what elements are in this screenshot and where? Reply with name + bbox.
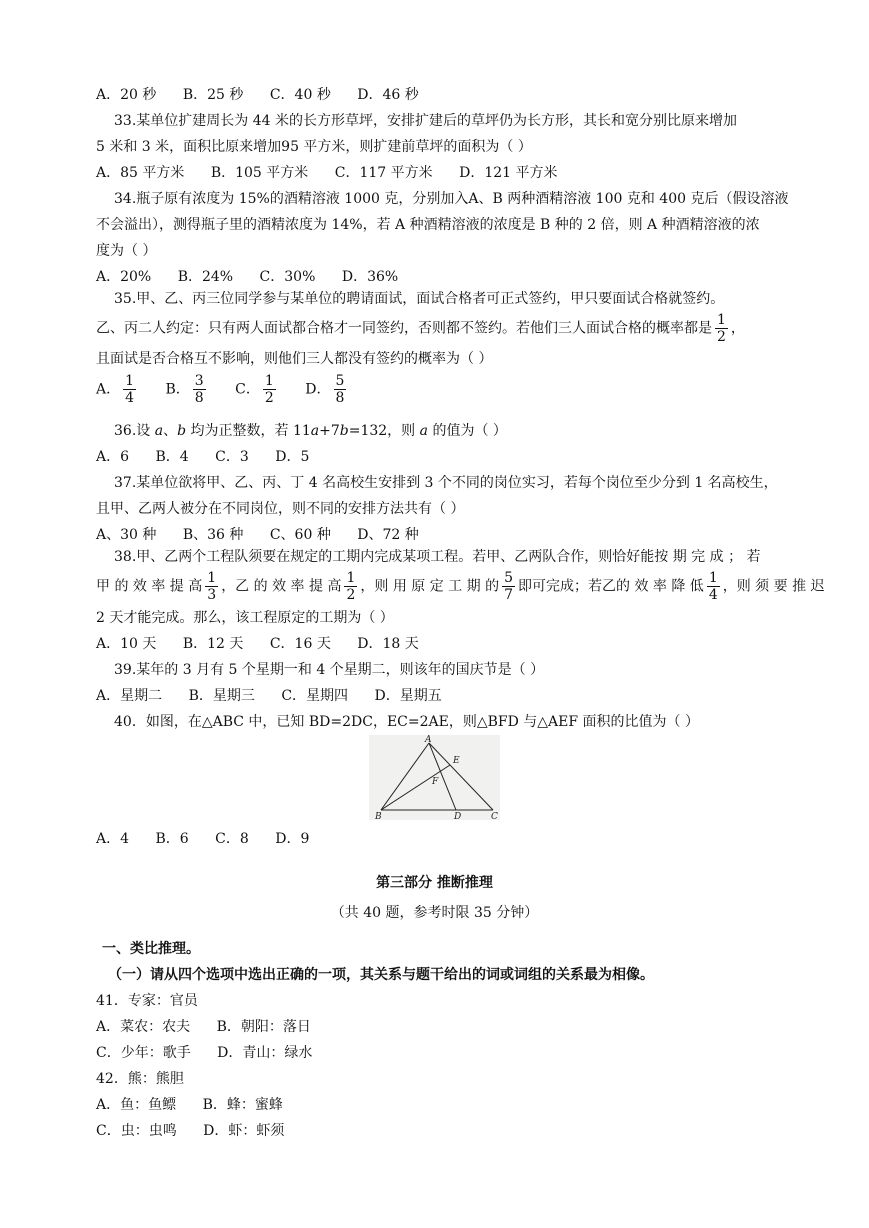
- q35-stem-line2: [96, 312, 745, 345]
- q36-text-4: +7: [319, 423, 340, 439]
- option-label: D．: [305, 381, 331, 398]
- triangle-figure: [369, 735, 500, 820]
- q33-stem-line1: 33.某单位扩建周长为 44 米的长方形草坪，安排扩建后的草坪仍为长方形，其长和宽分别比原来增加: [114, 113, 737, 129]
- fraction-denominator: 2: [346, 587, 356, 603]
- q34-stem-line2: 不会溢出），测得瓶子里的酒精浓度为 14%，若 A 种酒精溶液的浓度是 B 种的 2 倍，则 A 种酒精溶液的浓: [96, 217, 760, 233]
- q35-stem-line2-end: ，: [730, 320, 745, 337]
- q35-option-d: [305, 373, 349, 406]
- q38-option-c: C．16 天: [269, 636, 331, 652]
- q34-option-c: C．30%: [259, 269, 316, 285]
- q37-option-a: A、30 种: [96, 527, 157, 543]
- q39-option-d: D．星期五: [374, 688, 442, 704]
- q32-option-a: A．20 秒: [96, 87, 157, 103]
- q36-option-d: D．5: [275, 449, 310, 465]
- q35-option-b: [166, 373, 209, 406]
- q39-option-b: B．星期三: [188, 688, 255, 704]
- fraction-denominator: 3: [207, 587, 217, 603]
- q41-options-row2: [96, 1044, 312, 1062]
- label-a: A: [425, 735, 432, 745]
- q36-text-3: 均为正整数，若 11: [186, 423, 311, 439]
- q38-stem-line2: [96, 570, 825, 603]
- q38-text-4: 即可完成；若乙的 效 率 降 低: [518, 578, 704, 595]
- q35-fraction: [715, 312, 728, 345]
- q36-var-a2: a: [310, 423, 320, 439]
- fraction-denominator: 2: [264, 390, 274, 406]
- q38-options: [96, 635, 419, 653]
- q35-stem-line2-text: 乙、丙二人约定：只有两人面试都合格才一同签约，否则都不签约。若他们三人面试合格的概率都是: [96, 320, 712, 337]
- fraction-numerator: 3: [194, 373, 204, 389]
- q42-option-b: B．蜂：蜜蜂: [202, 1097, 283, 1113]
- q41-option-a: A．菜农：农夫: [96, 1019, 191, 1035]
- q42-options-row2: [96, 1122, 284, 1140]
- q34-option-a: A．20%: [96, 269, 152, 285]
- q36-option-a: A．6: [96, 449, 130, 465]
- option-label: A．: [96, 381, 121, 398]
- fraction-denominator: 2: [717, 329, 726, 345]
- q39-option-c: C．星期四: [281, 688, 349, 704]
- q33-option-b: B．105 平方米: [210, 165, 309, 181]
- q39-stem-line1: 39.某年的 3 月有 5 个星期一和 4 个星期二，则该年的国庆节是（ ）: [114, 662, 545, 678]
- q37-stem-line1: 37.某单位欲将甲、乙、丙、丁 4 名高校生安排到 3 个不同的岗位实习，若每个岗位至少分到 1 名高校生，: [114, 475, 778, 491]
- q33-options: [96, 164, 558, 182]
- q33-option-a: A．85 平方米: [96, 165, 185, 181]
- q35-option-c: [235, 373, 279, 406]
- q40-options: [96, 830, 309, 848]
- q38-text-1: 甲 的 效 率 提 高: [96, 578, 203, 595]
- q34-stem-line3: 度为（ ）: [96, 243, 157, 259]
- fraction-numerator: 1: [264, 373, 274, 389]
- label-c: C: [491, 812, 498, 820]
- fraction-numerator: 5: [335, 373, 345, 389]
- q36-var-b2: b: [339, 423, 349, 439]
- q42-options-row1: [96, 1096, 283, 1114]
- q38-fraction-3: [502, 570, 515, 603]
- q42-option-c: C．虫：虫鸣: [96, 1123, 177, 1139]
- q38-text-5: ，则 须 要 推 迟: [722, 578, 825, 595]
- q32-option-c: C．40 秒: [269, 87, 331, 103]
- q38-text-3: ，则 用 原 定 工 期 的: [360, 578, 500, 595]
- q39-option-a: A．星期二: [96, 688, 163, 704]
- q40-option-a: A．4: [96, 831, 130, 847]
- q35-options: [96, 373, 349, 406]
- q36-var-a: a: [154, 423, 164, 439]
- q36-text-6: 的值为（ ）: [428, 423, 507, 439]
- q40-option-d: D．9: [275, 831, 310, 847]
- q40-stem-line1: 40．如图，在△ABC 中，已知 BD=2DC，EC=2AE，则△BFD 与△AEF 面积的比值为（ ）: [114, 714, 699, 730]
- fraction-denominator: 7: [504, 587, 513, 603]
- q38-text-2: ，乙 的 效 率 提 高: [221, 578, 342, 595]
- fraction-denominator: 4: [708, 587, 718, 603]
- subsection-instruction: （一）请从四个选项中选出正确的一项，其关系与题干给出的词或词组的关系最为相像。: [108, 967, 654, 983]
- fraction-numerator: 1: [717, 312, 726, 328]
- option-fraction: [193, 373, 206, 406]
- q32-options: [96, 86, 419, 104]
- q36-var-b: b: [177, 423, 187, 439]
- label-e: E: [453, 756, 460, 766]
- q38-option-d: D．18 天: [357, 636, 419, 652]
- option-fraction: [263, 373, 276, 406]
- q36-options: [96, 448, 309, 466]
- q37-option-c: C、60 种: [269, 527, 331, 543]
- q39-options: [96, 687, 442, 705]
- q41-options-row1: [96, 1018, 311, 1036]
- q33-stem-line2: 5 米和 3 米，面积比原来增加95 平方米，则扩建前草坪的面积为（ ）: [96, 139, 532, 155]
- q38-stem-line3: 2 天才能完成。那么，该工程原定的工期为（ ）: [96, 610, 394, 626]
- edge-ac: [429, 743, 493, 810]
- fraction-numerator: 5: [504, 570, 513, 586]
- q38-fraction-1: [205, 570, 218, 603]
- q38-stem-line1: 38.甲、乙两个工程队须要在规定的工期内完成某项工程。若甲、乙两队合作，则恰好能按 期 完 成 ； 若: [114, 549, 761, 565]
- q37-options: [96, 526, 419, 544]
- triangle-diagram: [369, 735, 500, 820]
- q38-fraction-2: [344, 570, 357, 603]
- section-heading: 一、类比推理。: [102, 941, 200, 957]
- q35-option-a: [96, 373, 139, 406]
- option-label: C．: [235, 381, 260, 398]
- q42-option-d: D．虾：虾须: [203, 1123, 285, 1139]
- option-label: B．: [165, 381, 190, 398]
- fraction-numerator: 1: [346, 570, 356, 586]
- q35-stem-line1: 35.甲、乙、丙三位同学参与某单位的聘请面试，面试合格者可正式签约，甲只要面试合格就签约。: [114, 291, 725, 307]
- fraction-denominator: 4: [125, 390, 135, 406]
- fraction-denominator: 8: [194, 390, 204, 406]
- q38-option-b: B．12 天: [182, 636, 244, 652]
- q37-stem-line2: 且甲、乙两人被分在不同岗位，则不同的安排方法共有（ ）: [96, 501, 465, 517]
- q36-var-a3: a: [419, 423, 428, 439]
- q41-option-b: B．朝阳：落日: [216, 1019, 311, 1035]
- label-d: D: [454, 812, 462, 820]
- q36-text-5: =132，则: [348, 423, 420, 439]
- q36-text-2: 、: [163, 423, 178, 439]
- option-fraction: [334, 373, 347, 406]
- q40-option-b: B．6: [155, 831, 189, 847]
- q36-option-b: B．4: [155, 449, 189, 465]
- segment-be: [381, 765, 450, 810]
- q41-option-d: D．青山：绿水: [217, 1045, 313, 1061]
- q41-stem: 41．专家：官员: [96, 993, 198, 1009]
- q42-option-a: A．鱼：鱼鳔: [96, 1097, 177, 1113]
- q36-text-1: 36.设: [114, 423, 155, 439]
- fraction-numerator: 1: [708, 570, 718, 586]
- q41-option-c: C．少年：歌手: [96, 1045, 191, 1061]
- q38-option-a: A．10 天: [96, 636, 157, 652]
- fraction-denominator: 8: [335, 390, 345, 406]
- part3-title: 第三部分 推断推理: [376, 875, 493, 891]
- q40-option-c: C．8: [215, 831, 249, 847]
- q32-option-b: B．25 秒: [182, 87, 244, 103]
- q34-option-b: B．24%: [177, 269, 234, 285]
- edge-ab: [381, 743, 429, 810]
- q35-stem-line3: 且面试是否合格互不影响，则他们三人都没有签约的概率为（ ）: [96, 351, 493, 367]
- part3-subtitle: （共 40 题，参考时限 35 分钟）: [330, 905, 539, 921]
- q36-stem-line1: [114, 422, 507, 440]
- q32-option-d: D．46 秒: [357, 87, 419, 103]
- q37-option-d: D、72 种: [357, 527, 419, 543]
- q34-options: [96, 268, 398, 286]
- fraction-numerator: 1: [207, 570, 217, 586]
- q42-stem: 42．熊：熊胆: [96, 1071, 184, 1087]
- q37-option-b: B、36 种: [182, 527, 244, 543]
- q36-option-c: C．3: [215, 449, 249, 465]
- q34-stem-line1: 34.瓶子原有浓度为 15%的酒精溶液 1000 克，分别加入A、B 两种酒精溶液 100 克和 400 克后（假设溶液: [114, 191, 789, 207]
- option-fraction: [123, 373, 136, 406]
- label-b: B: [375, 812, 382, 820]
- q34-option-d: D．36%: [341, 269, 399, 285]
- q33-option-c: C．117 平方米: [334, 165, 433, 181]
- label-f: F: [432, 777, 439, 787]
- q33-option-d: D．121 平方米: [459, 165, 558, 181]
- fraction-numerator: 1: [125, 373, 135, 389]
- q38-fraction-4: [707, 570, 720, 603]
